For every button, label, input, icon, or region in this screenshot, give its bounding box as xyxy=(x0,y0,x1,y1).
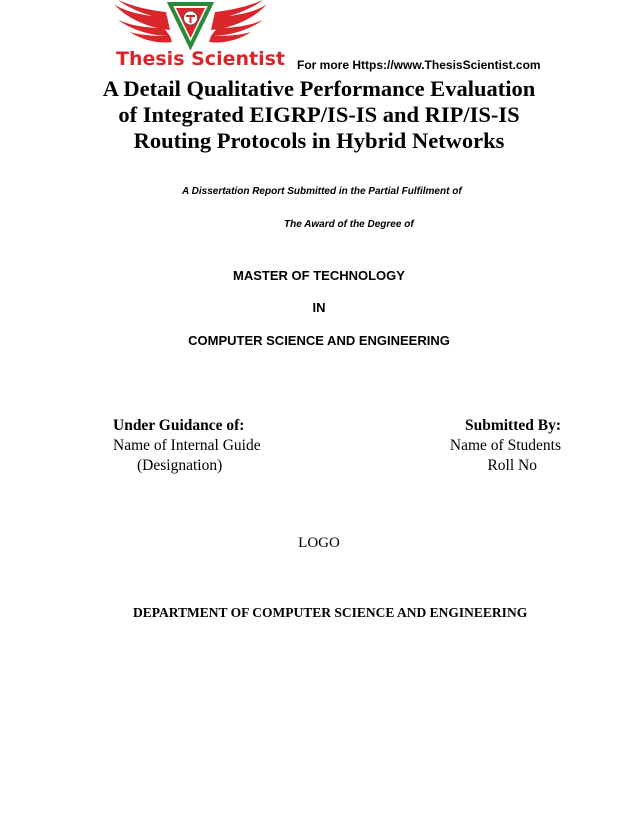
dissertation-statement: A Dissertation Report Submitted in the Partial Fulfilment of xyxy=(182,186,462,197)
degree-in: IN xyxy=(312,300,326,315)
logo-placeholder: LOGO xyxy=(298,535,340,551)
student-name: Name of Students xyxy=(449,437,561,454)
guide-designation: (Designation) xyxy=(137,457,223,474)
guide-name: Name of Internal Guide xyxy=(113,437,261,454)
website-link[interactable]: For more Https://www.ThesisScientist.com xyxy=(297,58,541,72)
degree-award-statement: The Award of the Degree of xyxy=(284,219,414,230)
title-line-2: of Integrated EIGRP/IS-IS and RIP/IS-IS xyxy=(118,102,520,127)
guidance-heading: Under Guidance of: xyxy=(113,417,245,434)
report-title xyxy=(0,76,638,154)
brand-name: Thesis Scientist xyxy=(116,48,285,70)
roll-number: Roll No xyxy=(487,457,537,474)
degree-field: COMPUTER SCIENCE AND ENGINEERING xyxy=(188,333,450,348)
submitted-by-heading: Submitted By: xyxy=(464,417,561,434)
degree-name: MASTER OF TECHNOLOGY xyxy=(233,268,405,283)
title-line-1: A Detail Qualitative Performance Evaluation xyxy=(102,76,536,101)
title-line-3: Routing Protocols in Hybrid Networks xyxy=(133,128,505,153)
department-name: DEPARTMENT OF COMPUTER SCIENCE AND ENGINEERING xyxy=(133,605,528,620)
winged-triangle-logo-icon xyxy=(108,0,273,50)
